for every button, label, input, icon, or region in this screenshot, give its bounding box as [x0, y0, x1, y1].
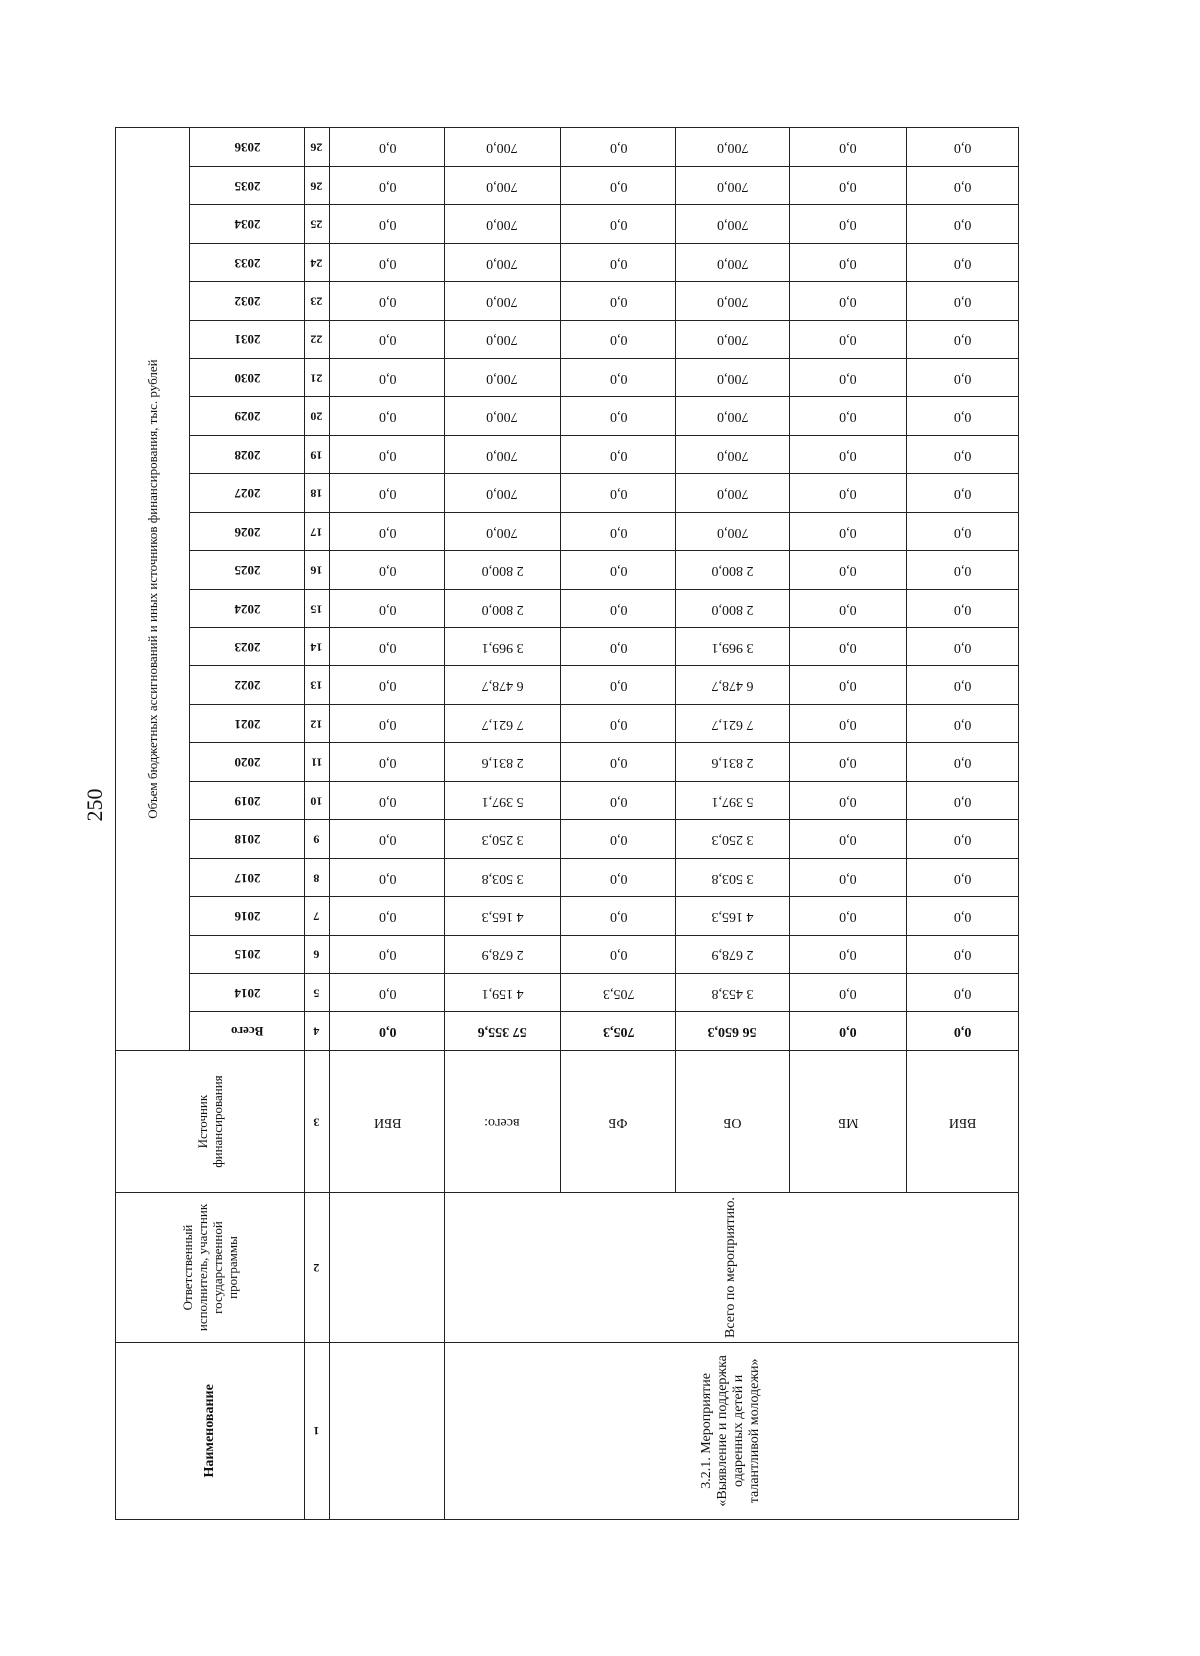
header-year-2033: 2033	[190, 243, 304, 281]
header-year-2015: 2015	[190, 935, 304, 973]
value-cell-2029: 0,0	[330, 397, 444, 435]
source-cell: ОБ	[675, 1050, 789, 1192]
column-number-7: 7	[304, 897, 329, 935]
value-cell-2016: 4 165,3	[675, 897, 789, 935]
value-cell-2020: 2 831,6	[444, 743, 561, 781]
column-number-14: 14	[304, 628, 329, 666]
value-cell-2022: 0,0	[790, 666, 907, 704]
value-cell-2027: 700,0	[675, 474, 789, 512]
value-cell-2014: 705,3	[561, 973, 675, 1011]
value-cell-2017: 3 503,8	[444, 858, 561, 896]
value-cell-2023: 3 969,1	[444, 628, 561, 666]
value-cell-2028: 0,0	[906, 435, 1018, 473]
value-cell-2014: 4 159,1	[444, 973, 561, 1011]
value-cell-2024: 2 800,0	[675, 589, 789, 627]
page-number: 250	[82, 788, 107, 822]
header-executor: Ответственный исполнитель, участник государственной программы	[116, 1193, 305, 1342]
column-number-row	[304, 128, 329, 1520]
value-cell-2019: 0,0	[330, 781, 444, 819]
value-cell-2019: 5 397,1	[675, 781, 789, 819]
value-cell-2031: 700,0	[675, 320, 789, 358]
header-total: Всего	[190, 1012, 304, 1050]
value-cell-2030: 0,0	[790, 358, 907, 396]
header-year-2029: 2029	[190, 397, 304, 435]
value-cell-2018: 0,0	[906, 820, 1018, 858]
value-cell-2015: 2 678,9	[675, 935, 789, 973]
value-cell-2036: 0,0	[790, 128, 907, 167]
value-cell-2023: 0,0	[906, 628, 1018, 666]
value-cell-2025: 2 800,0	[444, 551, 561, 589]
value-cell-2021: 0,0	[330, 704, 444, 742]
value-cell-2028: 0,0	[330, 435, 444, 473]
value-cell-2031: 0,0	[561, 320, 675, 358]
value-cell-2021: 0,0	[790, 704, 907, 742]
total-cell: 705,3	[561, 1012, 675, 1050]
header-year-2034: 2034	[190, 205, 304, 243]
value-cell-2019: 5 397,1	[444, 781, 561, 819]
value-cell-2018: 0,0	[561, 820, 675, 858]
value-cell-2026: 0,0	[906, 512, 1018, 550]
value-cell-2036: 700,0	[444, 128, 561, 167]
column-number-11: 11	[304, 743, 329, 781]
total-cell: 0,0	[906, 1012, 1018, 1050]
header-year-2028: 2028	[190, 435, 304, 473]
header-year-2016: 2016	[190, 897, 304, 935]
financing-table-wrapper	[115, 128, 1019, 1520]
value-cell-2023: 0,0	[330, 628, 444, 666]
activity-name: 3.2.1. Мероприятие «Выявление и поддержка одаренных детей и талантливой молодежи»	[444, 1342, 1018, 1519]
value-cell-2031: 0,0	[790, 320, 907, 358]
column-number-16: 16	[304, 551, 329, 589]
column-number-13: 13	[304, 666, 329, 704]
value-cell-2015: 0,0	[790, 935, 907, 973]
value-cell-2022: 0,0	[906, 666, 1018, 704]
data-row	[444, 128, 561, 1520]
value-cell-2036: 0,0	[906, 128, 1018, 167]
value-cell-2021: 0,0	[561, 704, 675, 742]
column-number-9: 9	[304, 820, 329, 858]
header-year-2032: 2032	[190, 282, 304, 320]
value-cell-2030: 0,0	[906, 358, 1018, 396]
value-cell-2031: 0,0	[330, 320, 444, 358]
value-cell-2018: 3 250,3	[675, 820, 789, 858]
value-cell-2034: 0,0	[330, 205, 444, 243]
value-cell-2023: 3 969,1	[675, 628, 789, 666]
header-year-2036: 2036	[190, 128, 304, 167]
column-number-17: 17	[304, 512, 329, 550]
value-cell-2025: 0,0	[790, 551, 907, 589]
value-cell-2024: 0,0	[330, 589, 444, 627]
value-cell-2015: 0,0	[561, 935, 675, 973]
column-number-5: 5	[304, 973, 329, 1011]
value-cell-2030: 700,0	[675, 358, 789, 396]
value-cell-2016: 0,0	[906, 897, 1018, 935]
value-cell-2021: 0,0	[906, 704, 1018, 742]
value-cell-2029: 700,0	[675, 397, 789, 435]
value-cell-2028: 700,0	[444, 435, 561, 473]
value-cell-2022: 0,0	[330, 666, 444, 704]
header-year-2030: 2030	[190, 358, 304, 396]
header-year-2020: 2020	[190, 743, 304, 781]
value-cell-2019: 0,0	[790, 781, 907, 819]
value-cell-2027: 0,0	[790, 474, 907, 512]
value-cell-2017: 3 503,8	[675, 858, 789, 896]
value-cell-2029: 0,0	[790, 397, 907, 435]
value-cell-2032: 0,0	[906, 282, 1018, 320]
value-cell-2035: 700,0	[444, 166, 561, 204]
value-cell-2023: 0,0	[561, 628, 675, 666]
total-cell: 57 355,6	[444, 1012, 561, 1050]
value-cell-2036: 0,0	[561, 128, 675, 167]
value-cell-2028: 0,0	[561, 435, 675, 473]
value-cell-2030: 0,0	[561, 358, 675, 396]
value-cell-2020: 0,0	[561, 743, 675, 781]
value-cell-2025: 0,0	[906, 551, 1018, 589]
value-cell-2026: 700,0	[444, 512, 561, 550]
value-cell-2020: 2 831,6	[675, 743, 789, 781]
value-cell-2034: 700,0	[675, 205, 789, 243]
value-cell-2017: 0,0	[330, 858, 444, 896]
column-number-6: 6	[304, 935, 329, 973]
column-number-21: 21	[304, 358, 329, 396]
value-cell-2021: 7 621,7	[444, 704, 561, 742]
value-cell-2018: 3 250,3	[444, 820, 561, 858]
column-number-3: 3	[304, 1050, 329, 1192]
value-cell-2034: 0,0	[906, 205, 1018, 243]
value-cell-2026: 0,0	[561, 512, 675, 550]
value-cell-2033: 700,0	[444, 243, 561, 281]
value-cell-2033: 0,0	[906, 243, 1018, 281]
header-year-2019: 2019	[190, 781, 304, 819]
value-cell-2026: 700,0	[675, 512, 789, 550]
value-cell-2025: 2 800,0	[675, 551, 789, 589]
executor-name: Всего по мероприятию.	[444, 1193, 1018, 1342]
header-year-2014: 2014	[190, 973, 304, 1011]
value-cell-2031: 0,0	[906, 320, 1018, 358]
value-cell-2024: 0,0	[790, 589, 907, 627]
value-cell-2021: 7 621,7	[675, 704, 789, 742]
value-cell-2017: 0,0	[790, 858, 907, 896]
data-row	[330, 128, 444, 1520]
total-cell: 56 650,3	[675, 1012, 789, 1050]
value-cell-2019: 0,0	[906, 781, 1018, 819]
column-number-19: 19	[304, 435, 329, 473]
column-number-2: 2	[304, 1193, 329, 1342]
value-cell-2024: 2 800,0	[444, 589, 561, 627]
source-cell: ФБ	[561, 1050, 675, 1192]
column-number-15: 15	[304, 589, 329, 627]
value-cell-2018: 0,0	[330, 820, 444, 858]
value-cell-2033: 700,0	[675, 243, 789, 281]
value-cell-2028: 0,0	[790, 435, 907, 473]
value-cell-2024: 0,0	[906, 589, 1018, 627]
header-year-2031: 2031	[190, 320, 304, 358]
value-cell-2029: 0,0	[561, 397, 675, 435]
value-cell-2036: 700,0	[675, 128, 789, 167]
header-year-2018: 2018	[190, 820, 304, 858]
value-cell-2027: 700,0	[444, 474, 561, 512]
source-cell: всего:	[444, 1050, 561, 1192]
value-cell-2019: 0,0	[561, 781, 675, 819]
value-cell-2026: 0,0	[790, 512, 907, 550]
value-cell-2025: 0,0	[330, 551, 444, 589]
value-cell-2020: 0,0	[906, 743, 1018, 781]
value-cell-2014: 0,0	[906, 973, 1018, 1011]
value-cell-2016: 4 165,3	[444, 897, 561, 935]
value-cell-2023: 0,0	[790, 628, 907, 666]
value-cell-2020: 0,0	[330, 743, 444, 781]
header-year-2026: 2026	[190, 512, 304, 550]
value-cell-2016: 0,0	[790, 897, 907, 935]
value-cell-2032: 0,0	[330, 282, 444, 320]
value-cell-2032: 700,0	[675, 282, 789, 320]
executor-cell-empty	[330, 1193, 444, 1342]
value-cell-2034: 700,0	[444, 205, 561, 243]
value-cell-2027: 0,0	[561, 474, 675, 512]
value-cell-2014: 0,0	[790, 973, 907, 1011]
value-cell-2028: 700,0	[675, 435, 789, 473]
column-number-22: 22	[304, 320, 329, 358]
header-year-2021: 2021	[190, 704, 304, 742]
column-number-1: 1	[304, 1342, 329, 1519]
column-number-26: 26	[304, 166, 329, 204]
value-cell-2035: 0,0	[330, 166, 444, 204]
financing-table	[115, 127, 1019, 1520]
total-cell: 0,0	[330, 1012, 444, 1050]
column-number-27: 26	[304, 128, 329, 167]
value-cell-2033: 0,0	[790, 243, 907, 281]
value-cell-2036: 0,0	[330, 128, 444, 167]
value-cell-2030: 0,0	[330, 358, 444, 396]
value-cell-2020: 0,0	[790, 743, 907, 781]
value-cell-2016: 0,0	[561, 897, 675, 935]
value-cell-2027: 0,0	[906, 474, 1018, 512]
header-year-2022: 2022	[190, 666, 304, 704]
header-year-2023: 2023	[190, 628, 304, 666]
value-cell-2032: 0,0	[561, 282, 675, 320]
value-cell-2034: 0,0	[790, 205, 907, 243]
value-cell-2016: 0,0	[330, 897, 444, 935]
value-cell-2035: 0,0	[561, 166, 675, 204]
header-year-2035: 2035	[190, 166, 304, 204]
value-cell-2014: 3 453,8	[675, 973, 789, 1011]
value-cell-2022: 6 478,7	[444, 666, 561, 704]
column-number-4: 4	[304, 1012, 329, 1050]
value-cell-2030: 700,0	[444, 358, 561, 396]
value-cell-2031: 700,0	[444, 320, 561, 358]
value-cell-2015: 0,0	[906, 935, 1018, 973]
source-cell: ВБИ	[330, 1050, 444, 1192]
header-volume: Объем бюджетных ассигнований и иных источников финансирования, тыс. рублей	[116, 128, 190, 1051]
header-row-title	[116, 128, 190, 1520]
value-cell-2033: 0,0	[330, 243, 444, 281]
value-cell-2017: 0,0	[561, 858, 675, 896]
header-year-2017: 2017	[190, 858, 304, 896]
value-cell-2035: 0,0	[790, 166, 907, 204]
column-number-23: 23	[304, 282, 329, 320]
source-cell: МБ	[790, 1050, 907, 1192]
value-cell-2026: 0,0	[330, 512, 444, 550]
value-cell-2015: 0,0	[330, 935, 444, 973]
header-source: Источник финансирования	[116, 1050, 305, 1192]
header-year-2027: 2027	[190, 474, 304, 512]
total-cell: 0,0	[790, 1012, 907, 1050]
header-year-2024: 2024	[190, 589, 304, 627]
column-number-24: 24	[304, 243, 329, 281]
value-cell-2018: 0,0	[790, 820, 907, 858]
value-cell-2035: 0,0	[906, 166, 1018, 204]
value-cell-2015: 2 678,9	[444, 935, 561, 973]
header-year-2025: 2025	[190, 551, 304, 589]
column-number-20: 20	[304, 397, 329, 435]
value-cell-2022: 6 478,7	[675, 666, 789, 704]
column-number-25: 25	[304, 205, 329, 243]
value-cell-2025: 0,0	[561, 551, 675, 589]
column-number-10: 10	[304, 781, 329, 819]
value-cell-2032: 0,0	[790, 282, 907, 320]
name-cell-empty	[330, 1342, 444, 1519]
header-name: Наименование	[116, 1342, 305, 1519]
value-cell-2022: 0,0	[561, 666, 675, 704]
value-cell-2034: 0,0	[561, 205, 675, 243]
value-cell-2029: 0,0	[906, 397, 1018, 435]
value-cell-2032: 700,0	[444, 282, 561, 320]
value-cell-2014: 0,0	[330, 973, 444, 1011]
value-cell-2033: 0,0	[561, 243, 675, 281]
column-number-18: 18	[304, 474, 329, 512]
value-cell-2024: 0,0	[561, 589, 675, 627]
value-cell-2029: 700,0	[444, 397, 561, 435]
value-cell-2017: 0,0	[906, 858, 1018, 896]
value-cell-2035: 700,0	[675, 166, 789, 204]
source-cell: ВБИ	[906, 1050, 1018, 1192]
value-cell-2027: 0,0	[330, 474, 444, 512]
column-number-8: 8	[304, 858, 329, 896]
column-number-12: 12	[304, 704, 329, 742]
